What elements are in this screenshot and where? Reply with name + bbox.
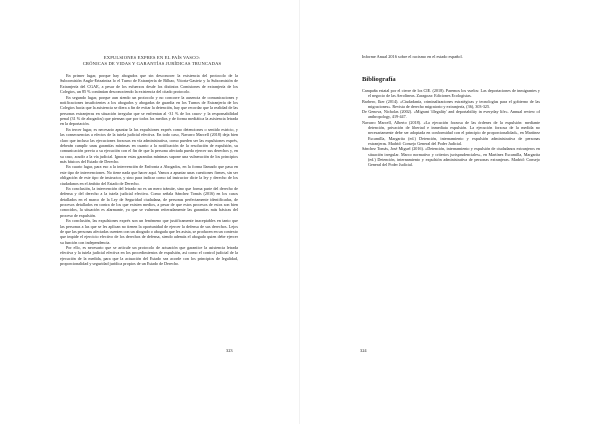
- bibliography-entry: De Genova, Nicholas (2002). «Migrant 'illegality' and deportability in everyday life». Annual review of anthropology, 419-447.: [362, 109, 540, 120]
- bibliography-entry: Barbero, Iker (2014). «Ciudadanía, criminalizaciones estratégicas y tecnologías para el gobierno de las migraciones». Revista de derecho migratorio y extranjería, (36), 303-325.: [362, 98, 540, 109]
- paragraph: En conclusión, la intervención del letrado no es un mero trámite, sino que forma parte del derecho de defensa y del derecho a la tutela judicial efectiva. Como señala Sánchez Tomás (2016) en los casos detallados en el marco de la Ley de Seguridad ciudadana, de personas perfectamente identificadas, de procesos detallados en contra de los que existen medios, a pesar de que estos procesos de estos son bien conocidos, la situación es alarmante, ya que se vulneran reiteradamente las garantías más básicas del proceso de expulsión.: [60, 185, 238, 218]
- bibliography-entry: Navarro Marcell, Alberto (2018). «La ejecución forzosa de las órdenes de la expulsión: mediante detención, privación de libertad e inmediata expulsión. La ejecución forzosa de la medida no necesariamente debe ser adoptada en conformidad con el principio de proporcionalidad», en Martínez Escamilla, Margarita (ed.) Detención, internamiento y expulsión administrativa de personas extranjeras. Madrid: Consejo General del Poder Judicial.: [362, 119, 540, 146]
- bibliography-heading: Bibliografía: [362, 76, 396, 83]
- page-number: 323: [226, 348, 233, 353]
- paragraph: En segundo lugar, porque aun siendo un protocolo y no concorre la ausencia de comunicaciones y notificaciones insuficientes a los abogados y abogadas de guardia en los Turnos de Extranjería de los Colegios hacia que la asistencia se diera a fin de evitar la detención, hay que recordar que la realidad de las personas extranjeras en situación irregular que se enfrentan al -31 % de los casos- y la responsabilidad penal (31 % de abogados) que piensan que por todos los medios y de forma mediática la asistencia letrada en la deportación.: [60, 94, 238, 127]
- source-note: Informe Anual 2016 sobre el racismo en el estado español.: [362, 54, 463, 59]
- right-page: [300, 0, 600, 424]
- left-body-text: [60, 73, 238, 267]
- page-number: 324: [360, 348, 367, 353]
- paragraph: En conclusión, las expulsiones exprés son un fenómeno que justificamente inaceptables en tanto que las personas a las que se les aplican no tienen la oportunidad de ejercer la defensa de sus derechos. Lejos de que las personas afectadas cuenten con un abogado o abogada que les asista, se producen en un contexto que impide el ejercicio efectivo de los derechos de defensa, siendo además el abogado quien debe ejercer su función con independencia.: [60, 218, 238, 245]
- paragraph: En cuarto lugar, para eso a la intervención de Enfronta a Abogados, en la forma llamado que pasa en este tipo de intervenciones. No tiene nada que hacer aquí. Vamos a apuntar unas cuestiones firmes, sin ser obligación de este tipo de instructor, y sino para indicar como tal instructor dicte la ley y derecho de los ciudadanos en el ámbito del Estado de Derecho.: [60, 164, 238, 186]
- paragraph: En primer lugar, porque hay abogados que sin desconocer la existencia del protocolo de la Subcomisión Anglo-Ertzaintza lo el Turno de Extranjería de Bilbao, Vitoria-Gasteiz y la Subcomisión de Extranjería del CGAE, a pesar de los esfuerzos desde los distintos Comisiones de extranjería de los Colegios, un 85 % continúan desconociendo la existencia del citado protocolo.: [60, 73, 238, 95]
- bibliography-entry: Campaña estatal por el cierre de los CIE. (2018). Paremos los vuelos: Las deportaciones de inmigrantes y el negocio de las Aerolíneas. Zaragoza: Ediciones Ecologistas.: [362, 88, 540, 99]
- paragraph: Por ello, es necesario que se articule un protocolo de actuación que garantice la asistencia letrada efectiva y la tutela judicial efectiva en los procedimientos de expulsión, así como el control judicial de la ejecución de la medida, para que la actuación del Estado sea acorde con los principios de legalidad, proporcionalidad y seguridad jurídica propios de un Estado de Derecho.: [60, 245, 238, 267]
- running-head-line-2: CRÓNICAS DE VIDAS Y GARANTÍAS JURÍDICAS TRUNCADAS: [82, 60, 222, 66]
- bibliography-entry: Sánchez Tomás, José Miguel (2016). «Detención, internamiento y expulsión de ciudadanos extranjeros en situación irregular. Marco normativo y criterios jurisprudenciales», en Martínez Escamilla, Margarita (ed.) Detención, internamiento y expulsión administrativa de personas extranjeras. Madrid: Consejo General del Poder Judicial.: [362, 146, 540, 168]
- bibliography-list: [362, 88, 540, 167]
- paragraph: En tercer lugar, es necesario apuntar la las expulsiones exprés como detenciones o sentido estricto, y las consecuencias a efectos de la tutela judicial efectiva. En todo caso, Navarro Marcell (2018) deja bien claro que incluso las ejecuciones forzosas en vía administrativa, como pueden ser las expulsiones exprés, deberán cumplir unas garantías mínimas en cuanto a la notificación de la resolución de expulsión, su comunicación previa a su ejecución con el fin de que la persona afectada pueda ejercer sus derechos y, en su caso, acudir a la vía judicial. Ignorar estas garantías mínimas supone una vulneración de los principios más básicos del Estado de Derecho.: [60, 126, 238, 164]
- running-head: [62, 55, 242, 67]
- running-head-line-1: EXPULSIONES EXPRES EN EL PAÍS VASCO:: [103, 55, 201, 60]
